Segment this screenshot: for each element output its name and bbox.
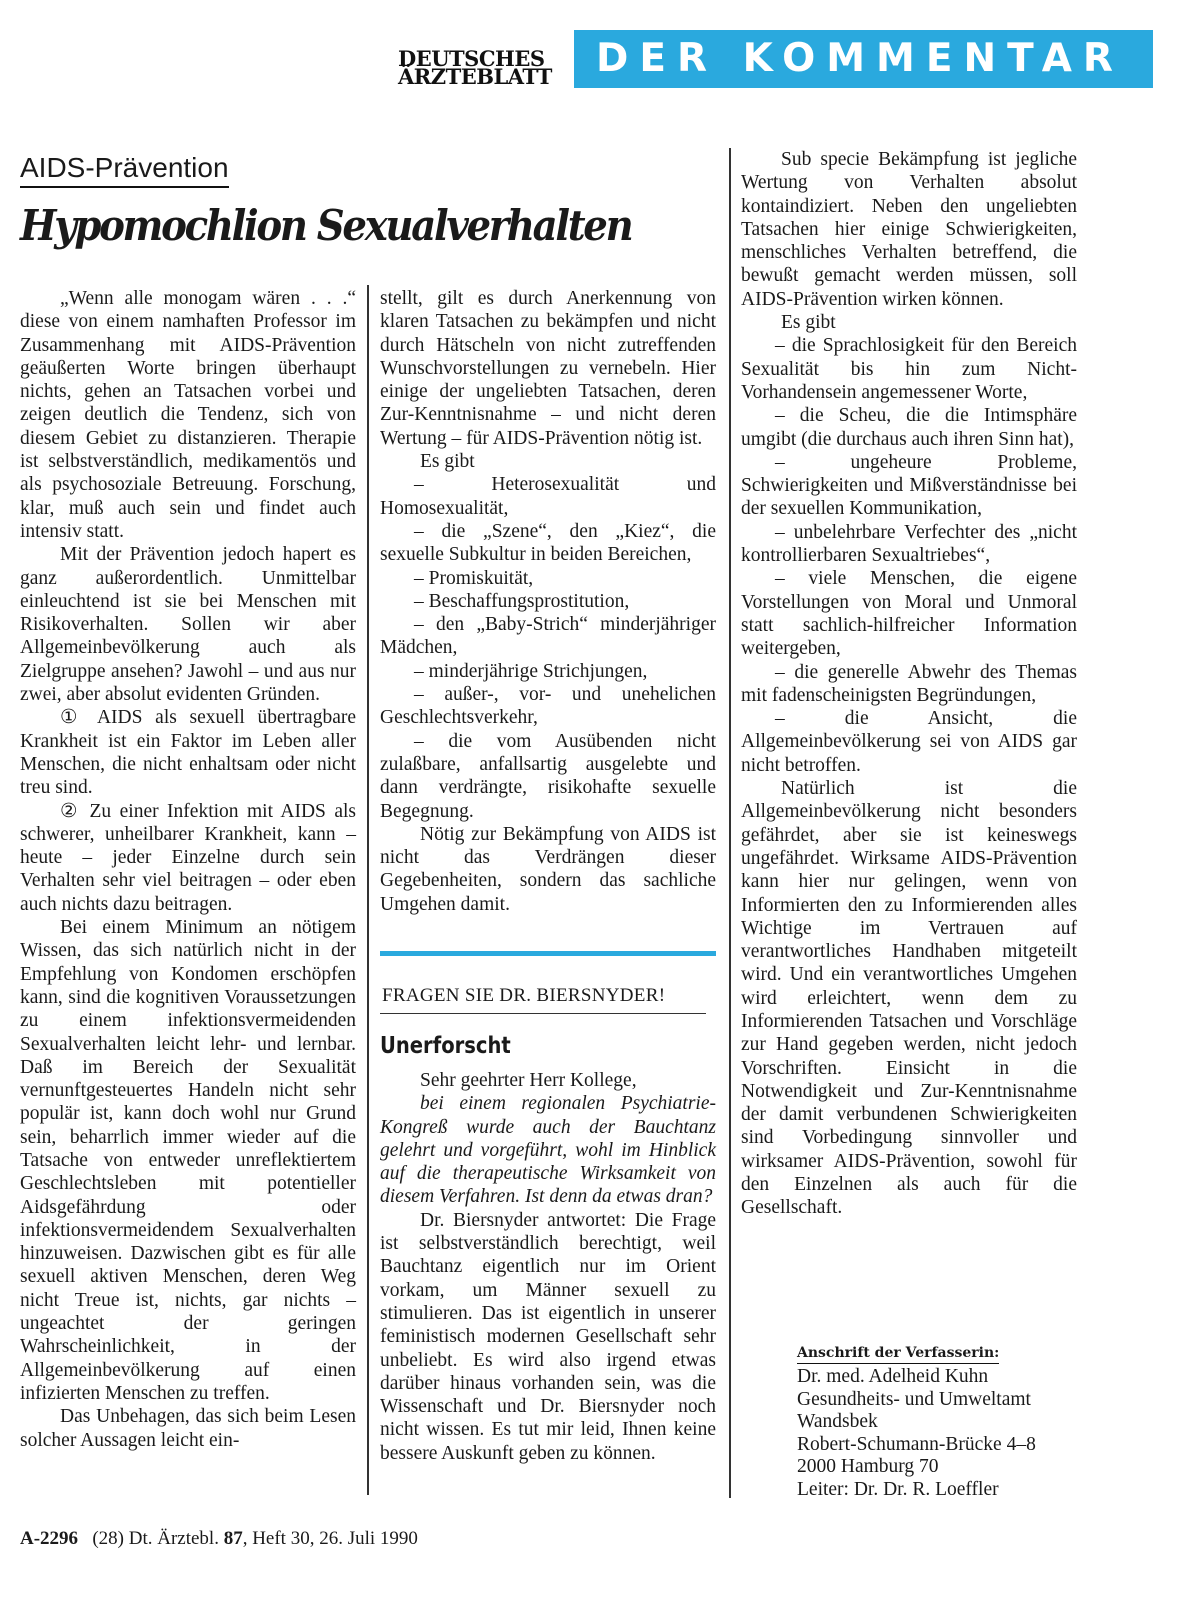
sidebar-title: Unerforscht bbox=[380, 1033, 511, 1059]
list-item: – Heterosexualität und Homosexualität, bbox=[380, 474, 716, 519]
address-line: Gesundheits- und Umweltamt bbox=[797, 1388, 1031, 1410]
paragraph: ② Zu einer Infektion mit AIDS als schwerer, unheilbarer Krankheit, kann – heute – jeder Einzelne durch sein Verhalten sehr viel beitragen – oder eben auch nichts dazu beitragen. bbox=[20, 800, 356, 915]
list-item: – minderjährige Strichjungen, bbox=[414, 660, 648, 682]
paragraph: stellt, gilt es durch Anerkennung von klaren Tatsachen zu bekämpfen und nicht durch Hätscheln von nicht zutreffenden Wunschvorstellungen zu vernebeln. Hier einige der ungeliebten Tatsachen, deren Zur-Kenntnisnahme – und nicht deren Wertung – für AIDS-Prävention nötig ist. bbox=[380, 288, 716, 449]
column-divider-1 bbox=[367, 285, 369, 1495]
paragraph: Mit der Prävention jedoch hapert es ganz außerordentlich. Unmittelbar einleuchtend ist sie bei Menschen mit Risikoverhalten. Sollen wir aber Allgemeinbevölkerung auch als Zielgruppe ansehen? Jawohl – und aus nur zwei, aber absolut evidenten Gründen. bbox=[20, 544, 356, 706]
article-column-2 bbox=[380, 287, 716, 916]
address-line: 2000 Hamburg 70 bbox=[797, 1456, 939, 1478]
list-item: – die vom Ausübenden nicht zulaßbare, anfallsartig ausgelebte und dann verdrängte, risikohafte sexuelle Begegnung. bbox=[380, 730, 716, 822]
list-item: – den „Baby-Strich“ minderjähriger Mädchen, bbox=[380, 614, 716, 659]
address-line: Dr. med. Adelheid Kuhn bbox=[797, 1366, 989, 1387]
list-item: – außer-, vor- und unehelichen Geschlechtsverkehr, bbox=[380, 684, 716, 729]
paragraph: ① AIDS als sexuell übertragbare Krankheit ist ein Faktor im Leben aller Menschen, die nicht enhaltsam oder nicht treu sind. bbox=[20, 707, 356, 799]
sidebar-kicker: FRAGEN SIE DR. BIERSNYDER! bbox=[382, 985, 666, 1006]
sidebar-accent-bar bbox=[380, 951, 716, 956]
address-line: Leiter: Dr. Dr. R. Loeffler bbox=[797, 1478, 999, 1500]
paragraph: Nötig zur Bekämpfung von AIDS ist nicht das Verdrängen dieser Gegebenheiten, sondern das sachliche Umgehen damit. bbox=[380, 823, 716, 915]
page-footer bbox=[20, 1527, 418, 1551]
logo-line-2: ÄRZTEBLATT bbox=[398, 64, 552, 89]
column-divider-2 bbox=[729, 148, 731, 1498]
volume-number: 87 bbox=[223, 1528, 243, 1549]
citation-text: (28) Dt. Ärztebl. bbox=[92, 1528, 219, 1549]
list-item: – die Ansicht, die Allgemeinbevölkerung sei von AIDS gar nicht betroffen. bbox=[741, 708, 1077, 776]
article-column-1 bbox=[20, 287, 356, 1452]
salutation: Sehr geehrter Herr Kollege, bbox=[420, 1070, 637, 1091]
paragraph: Das Unbehagen, das sich beim Lesen solcher Aussagen leicht ein- bbox=[20, 1406, 356, 1451]
list-item: – viele Menschen, die eigene Vorstellungen von Moral und Unmoral statt sachlich-hilfreicher Information weitergeben, bbox=[741, 568, 1077, 660]
paragraph: „Wenn alle monogam wären . . .“ diese von einem namhaften Professor im Zusammenhang mit AIDS-Prävention geäußerten Worte bringen überhaupt nichts, gehen an Tatsachen vorbei und zeigen deutlich die Tendenz, sich von diesem Gebiet zu distanzieren. Therapie ist selbstverständlich, medikamentös und als psychosoziale Betreuung. Forschung, klar, muß auch sein und findet auch intensiv statt. bbox=[20, 288, 356, 542]
article-headline: Hypomochlion Sexualverhalten bbox=[20, 201, 632, 250]
article-rubric: AIDS-Prävention bbox=[20, 152, 229, 188]
list-item: – die generelle Abwehr des Themas mit fadenscheinigsten Begründungen, bbox=[741, 661, 1077, 706]
logo-line-1: DEUTSCHES bbox=[398, 46, 545, 71]
sidebar-body bbox=[380, 1069, 716, 1465]
list-item: – die „Szene“, den „Kiez“, die sexuelle Subkultur in beiden Bereichen, bbox=[380, 520, 716, 566]
reader-question: bei einem regionalen Psychiatrie-Kongreß wurde auch der Bauchtanz gelehrt und vorgeführt, wohl im Hinblick auf die therapeutische Wirksamkeit von diesem Verfahren. Ist denn da etwas dran? bbox=[380, 1093, 716, 1208]
journal-logo bbox=[398, 46, 552, 89]
address-label: Anschrift der Verfasserin: bbox=[797, 1343, 999, 1364]
list-item: – Beschaffungsprostitution, bbox=[414, 590, 630, 612]
author-address bbox=[797, 1366, 1036, 1502]
section-banner: DER KOMMENTAR bbox=[574, 30, 1153, 88]
list-item: – Promiskuität, bbox=[414, 567, 534, 589]
page-number: A-2296 bbox=[20, 1528, 79, 1549]
paragraph: Sub specie Bekämpfung ist jegliche Wertung von Verhalten absolut kontaindiziert. Neben den ungeliebten Tatsachen hier einige Schwierigkeiten, menschliches Verhalten betreffend, die bewußt gemacht werden müssen, soll AIDS-Prävention wirken können. bbox=[741, 149, 1077, 310]
address-line: Robert-Schumann-Brücke 4–8 bbox=[797, 1433, 1036, 1455]
list-item: – die Sprachlosigkeit für den Bereich Sexualität bis hin zum Nicht-Vorhandensein angemessener Worte, bbox=[741, 335, 1077, 403]
list-item: – ungeheure Probleme, Schwierigkeiten und Mißverständnisse bei der sexuellen Kommunikation, bbox=[741, 451, 1077, 520]
list-intro: Es gibt bbox=[420, 451, 475, 473]
paragraph: Natürlich ist die Allgemeinbevölkerung nicht besonders gefährdet, aber sie ist keineswegs ungefährdet. Wirksame AIDS-Prävention kann hier nur gelingen, wenn von Informierten den zu Informierenden alles Wichtige im Vertrauen auf verantwortliches Handhaben mitgeteilt wird. Und ein verantwortliches Umgehen wird erleichtert, wenn dem zu Informierenden Tatsachen und Vorschläge zur Hand gegeben werden, nicht jedoch Vorschriften. Einsicht in die Notwendigkeit und Zur-Kenntnisnahme der damit verbundenen Schwierigkeiten sind Vorbedingung sinnvoller und wirksamer AIDS-Prävention, sowohl für den Einzelnen als auch für die Gesellschaft. bbox=[741, 778, 1077, 1219]
citation-issue: , Heft 30, 26. Juli 1990 bbox=[242, 1528, 418, 1549]
list-item: – die Scheu, die die Intimsphäre umgibt (die durchaus auch ihren Sinn hat), bbox=[741, 405, 1077, 450]
list-item: – unbelehrbare Verfechter des „nicht kontrollierbaren Sexualtriebes“, bbox=[741, 521, 1077, 567]
reader-answer: Dr. Biersnyder antwortet: Die Frage ist selbstverständlich berechtigt, weil Bauchtanz eigentlich nur im Orient vorkam, um Männer sexuell zu stimulieren. Das ist eigentlich in unserer feministisch modernen Gesellschaft sehr unbeliebt. Es wird also irgend etwas darüber hinaus vorhanden sein, was die Wissenschaft und Dr. Biersnyder noch nicht wissen. Es tut mir leid, Ihnen keine bessere Auskunft geben zu können. bbox=[380, 1209, 716, 1464]
paragraph: Bei einem Minimum an nötigem Wissen, das sich natürlich nicht in der Empfehlung von Kondomen erschöpfen kann, sind die kognitiven Voraussetzungen zu einem infektionsvermeidenden Sexualverhalten leicht lehr- und lernbar. Daß im Bereich der Sexualität vernunftgesteuertes Handeln nicht sehr populär ist, kann doch wohl nur Grund sein, beharrlich immer wieder auf die Tatsache von entweder unreflektiertem Geschlechtsleben mit potentieller Aidsgefährdung oder infektionsvermeidendem Sexualverhalten hinzuweisen. Dazwischen gibt es für alle sexuell aktiven Menschen, deren Weg nicht Treue ist, nichts, gar nichts – ungeachtet der geringen Wahrscheinlichkeit, in der Allgemeinbevölkerung auf einen infizierten Menschen zu treffen. bbox=[20, 917, 356, 1404]
sidebar-rule bbox=[380, 1013, 706, 1014]
address-line: Wandsbek bbox=[797, 1411, 878, 1433]
article-column-3 bbox=[741, 148, 1077, 1220]
list-intro: Es gibt bbox=[781, 312, 836, 334]
